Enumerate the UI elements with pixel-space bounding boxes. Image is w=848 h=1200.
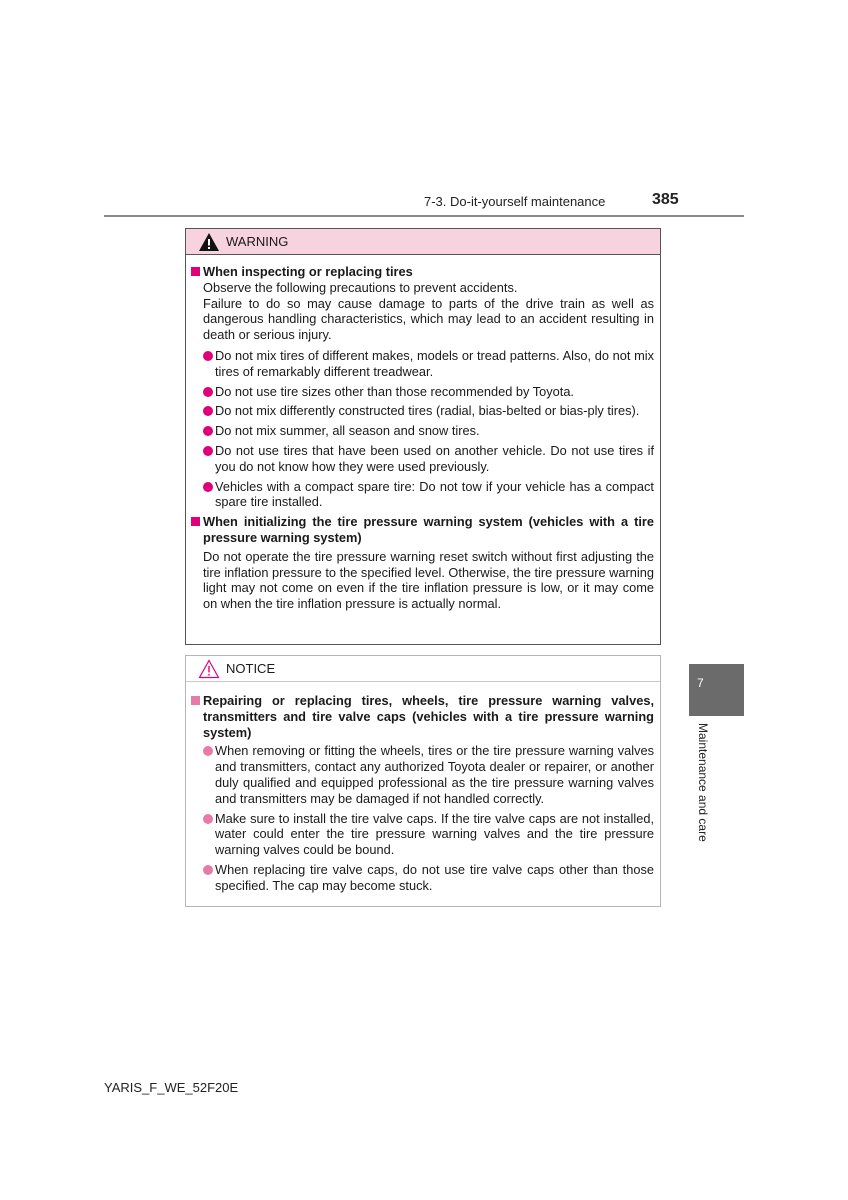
warning-title: WARNING (226, 234, 289, 249)
paragraph: Failure to do so may cause damage to parts of the drive train as well as dangerous handling characteristics, which may lead to an accident resulting in death or serious injury. (203, 295, 654, 343)
chapter-label: Maintenance and care (696, 723, 710, 842)
warning-box (185, 228, 661, 645)
warning-content (186, 255, 660, 612)
section-heading: When inspecting or replacing tires (190, 264, 654, 280)
paragraph: Observe the following precautions to prevent accidents. (203, 279, 518, 295)
bullet-item: Do not mix differently constructed tires (radial, bias-belted or bias-ply tires). (190, 403, 654, 419)
bullet-item: When removing or fitting the wheels, tires or the tire pressure warning valves and transmitters, contact any authorized Toyota dealer or repairer, or another duly qualified and equipped professional as the tire pressure warning valves and transmitters may be damaged if not handled correctly. (190, 743, 654, 806)
header-rule (104, 215, 744, 217)
notice-content (186, 682, 660, 894)
section-marker (191, 517, 200, 526)
chapter-number: 7 (697, 676, 704, 690)
warning-icon (198, 232, 220, 252)
section-marker (191, 267, 200, 276)
bullet-item: Do not mix summer, all season and snow tires. (190, 423, 654, 439)
bullet-dot (203, 387, 213, 397)
bullet-item: Do not mix tires of different makes, models or tread patterns. Also, do not mix tires of remarkably different treadwear. (190, 348, 654, 380)
bullet-dot (203, 426, 213, 436)
bullet-item: Do not use tires that have been used on another vehicle. Do not use tires if you do not know how they were used previously. (190, 443, 654, 475)
notice-title-bar (186, 656, 660, 682)
bullet-dot (203, 746, 213, 756)
bullet-item: When replacing tire valve caps, do not use tire valve caps other than those specified. The cap may become stuck. (190, 862, 654, 894)
section-marker (191, 696, 200, 705)
footer-code: YARIS_F_WE_52F20E (104, 1080, 239, 1095)
bullet-dot (203, 351, 213, 361)
bullet-item: Make sure to install the tire valve caps. If the tire valve caps are not installed, water could enter the tire pressure warning valves and the tire pressure warning valves could be bound. (190, 811, 654, 858)
bullet-item: Vehicles with a compact spare tire: Do not tow if your vehicle has a compact spare tire installed. (190, 479, 654, 511)
section-header: 7-3. Do-it-yourself maintenance (424, 194, 606, 209)
bullet-item: Do not use tire sizes other than those recommended by Toyota. (190, 384, 654, 400)
notice-title: NOTICE (226, 661, 276, 676)
bullet-dot (203, 406, 213, 416)
chapter-tab[interactable] (689, 664, 744, 716)
paragraph: Do not operate the tire pressure warning reset switch without first adjusting the tire inflation pressure to the specified level. Otherwise, the tire pressure warning light may not come on even if the tire inflation pressure is low, or it may come on when the tire inflation pressure is actually normal. (203, 548, 654, 612)
section-heading: Repairing or replacing tires, wheels, tire pressure warning valves, transmitters and tire valve caps (vehicles with a tire pressure warning system) (190, 693, 654, 740)
bullet-dot (203, 446, 213, 456)
section-heading: When initializing the tire pressure warning system (vehicles with a tire pressure warning system) (190, 514, 654, 546)
notice-box (185, 655, 661, 907)
bullet-dot (203, 865, 213, 875)
bullet-dot (203, 814, 213, 824)
page-number: 385 (652, 191, 679, 208)
warning-title-bar (186, 229, 660, 255)
notice-icon (198, 659, 220, 679)
bullet-dot (203, 482, 213, 492)
